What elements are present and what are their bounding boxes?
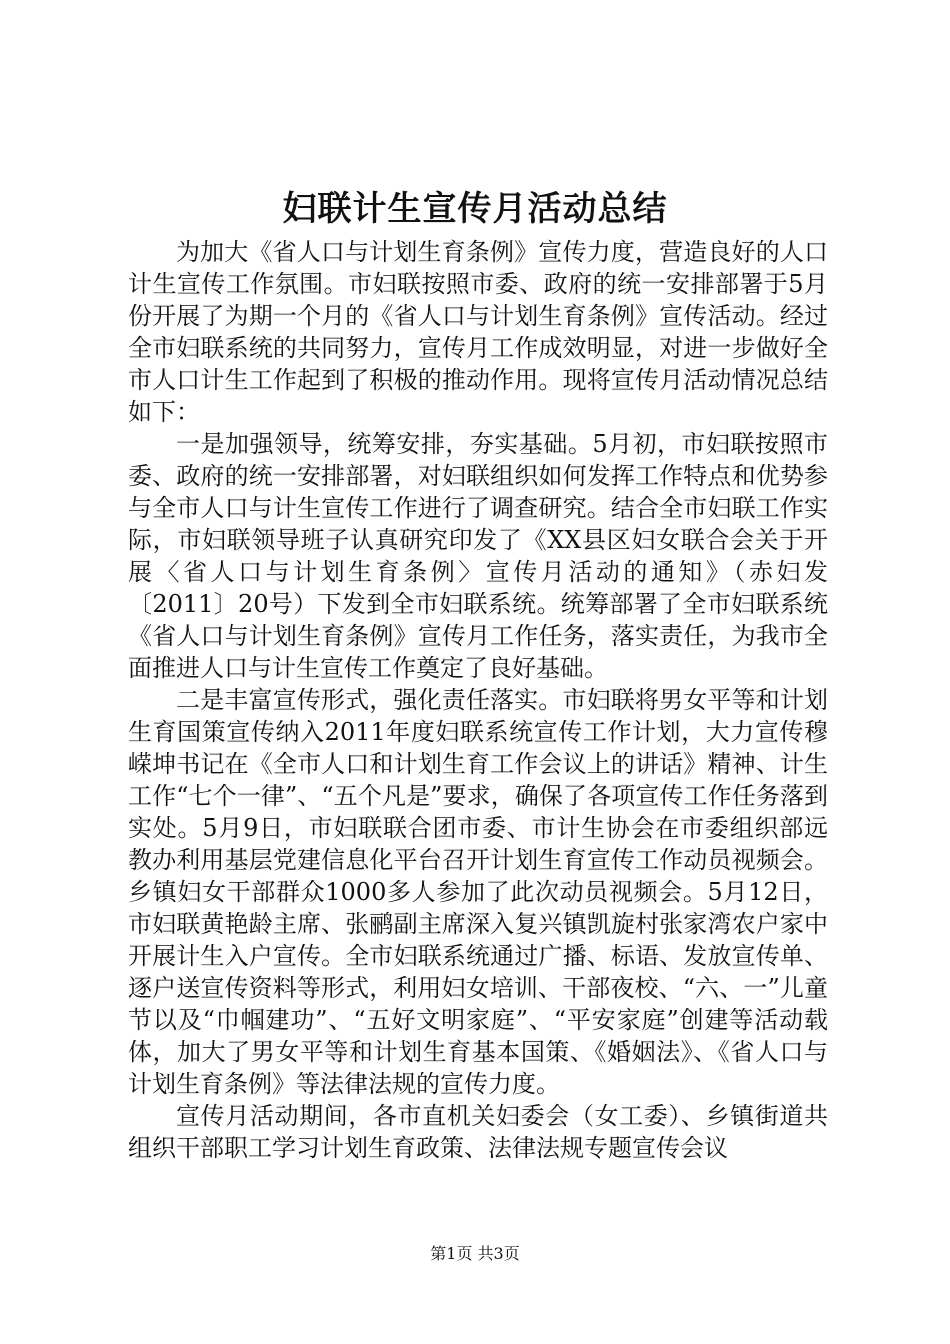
paragraph-activity-period: 宣传月活动期间，各市直机关妇委会（女工委）、乡镇街道共组织干部职工学习计划生育政策、法律法规专题宣传会议	[128, 1102, 828, 1162]
page-number-footer: 第1页 共3页	[430, 1244, 520, 1263]
document-body	[128, 236, 828, 1164]
paragraph-intro: 为加大《省人口与计划生育条例》宣传力度，营造良好的人口计生宣传工作氛围。市妇联按照市委、政府的统一安排部署于5月份开展了为期一个月的《省人口与计划生育条例》宣传活动。经过全市妇联系统的共同努力，宣传月工作成效明显，对进一步做好全市人口计生工作起到了积极的推动作用。现将宣传月活动情况总结如下：	[128, 238, 828, 426]
paragraph-publicity-forms: 二是丰富宣传形式，强化责任落实。市妇联将男女平等和计划生育国策宣传纳入2011年度妇联系统宣传工作计划，大力宣传穆嵘坤书记在《全市人口和计划生育工作会议上的讲话》精神、计生工作“七个一律”、“五个凡是”要求，确保了各项宣传工作任务落到实处。5月9日，市妇联联合团市委、市计生协会在市委组织部远教办利用基层党建信息化平台召开计划生育宣传工作动员视频会。乡镇妇女干部群众1000多人参加了此次动员视频会。5月12日，市妇联黄艳龄主席、张鹂副主席深入复兴镇凯旋村张家湾农户家中开展计生入户宣传。全市妇联系统通过广播、标语、发放宣传单、逐户送宣传资料等形式，利用妇女培训、干部夜校、“六、一”儿童节以及“巾帼建功”、“五好文明家庭”、“平安家庭”创建等活动载体，加大了男女平等和计划生育基本国策、《婚姻法》、《省人口与计划生育条例》等法律法规的宣传力度。	[128, 686, 828, 1098]
document-title: 妇联计生宣传月活动总结	[282, 189, 668, 229]
paragraph-leadership: 一是加强领导，统筹安排，夯实基础。5月初，市妇联按照市委、政府的统一安排部署，对妇联组织如何发挥工作特点和优势参与全市人口与计生宣传工作进行了调查研究。结合全市妇联工作实际，市妇联领导班子认真研究印发了《XX县区妇女联合会关于开展〈省人口与计划生育条例〉宣传月活动的通知》（赤妇发〔2011〕20号）下发到全市妇联系统。统筹部署了全市妇联系统《省人口与计划生育条例》宣传月工作任务，落实责任，为我市全面推进人口与计生宣传工作奠定了良好基础。	[128, 430, 828, 682]
